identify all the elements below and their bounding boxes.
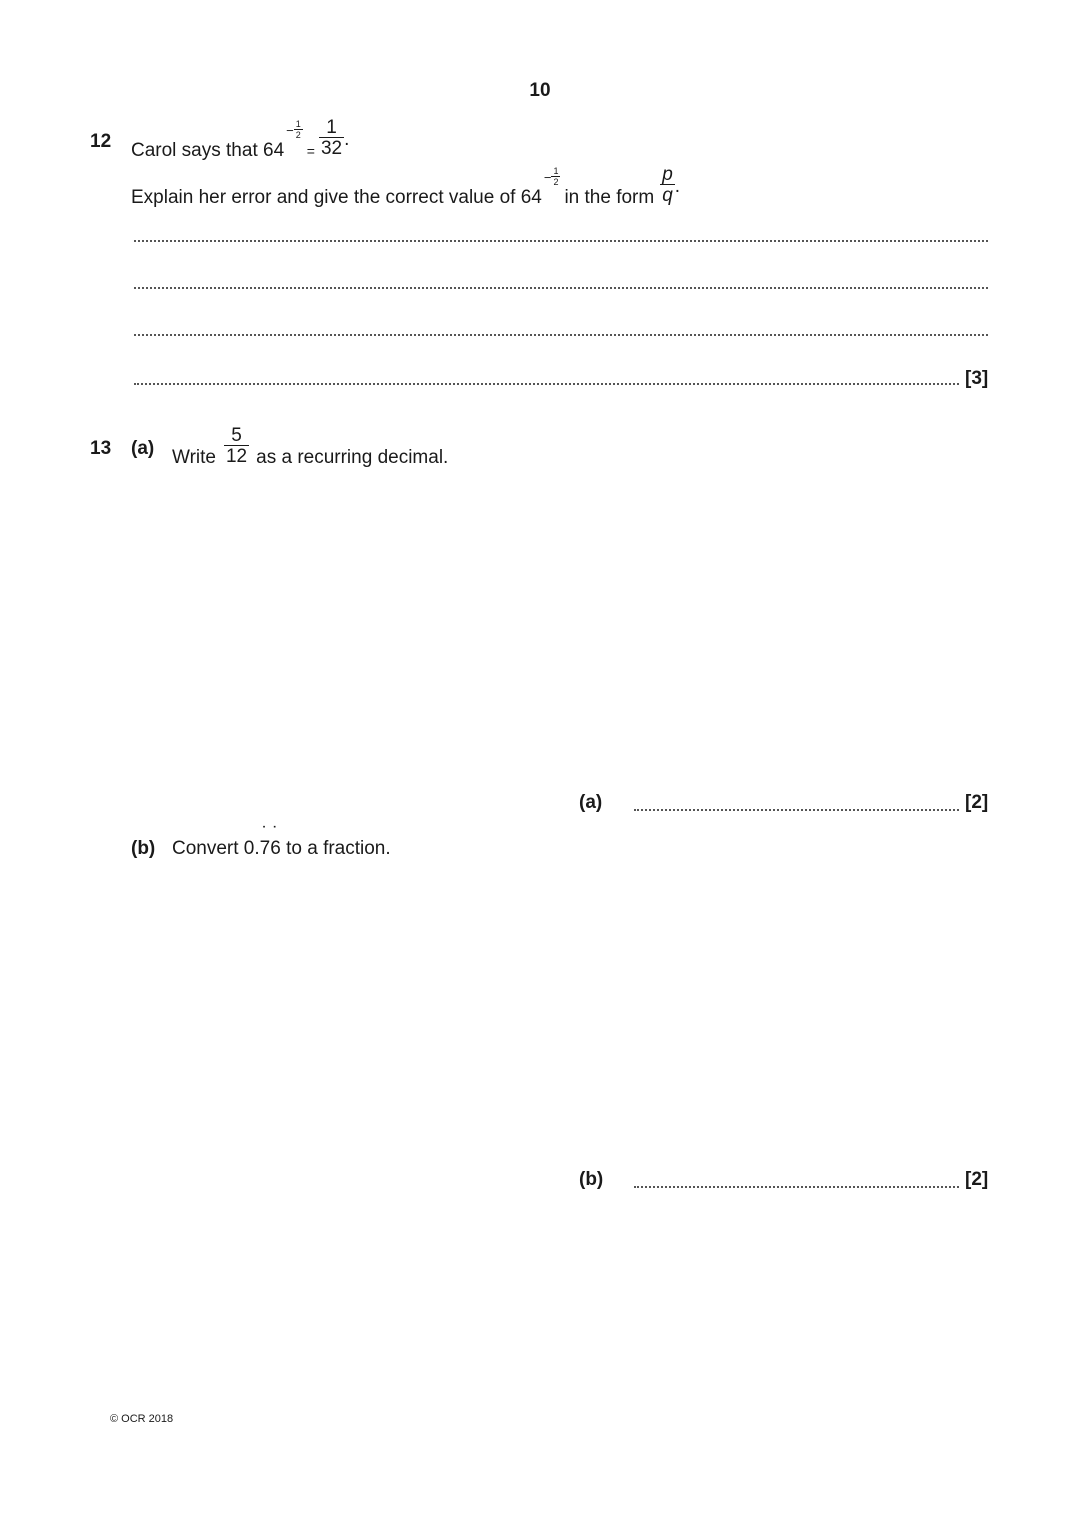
answer-line-2[interactable] <box>134 287 988 289</box>
answer-line-3[interactable] <box>134 334 988 336</box>
question-13-number: 13 <box>90 438 112 459</box>
recurring-digit-6: ˙ 6 <box>270 838 281 860</box>
q13a-answer-line[interactable] <box>634 809 959 811</box>
q12-form-fraction: $\frac{p}{q}$ <box>662 164 673 206</box>
answer-line-4[interactable] <box>134 383 959 385</box>
q13a-marks: [2] <box>965 792 989 813</box>
question-12-line1: Carol says that 64− $\frac{1}{2}$ $_=$ $\frac{1}{32}$ . <box>131 117 350 162</box>
q13a-fraction: $\frac{5}{12}$ <box>225 425 248 467</box>
answer-line-1[interactable] <box>134 240 988 242</box>
q12-exponent: − $\frac{1}{2}$ <box>286 119 301 140</box>
q13b-text: Convert 0.˙ 7˙ 6 to a fraction. <box>172 838 391 860</box>
q12-line2-after: in the form <box>564 187 655 209</box>
q13b-answer-line[interactable] <box>634 1186 959 1188</box>
q12-marks: [3] <box>965 368 989 389</box>
q13a-label: (a) <box>131 438 155 459</box>
copyright-footer: © OCR 2018 <box>110 1413 174 1425</box>
q12-equals: = <box>306 143 315 160</box>
q13a-answer-label: (a) <box>579 792 603 813</box>
q12-claim-fraction: $\frac{1}{32}$ <box>320 117 343 159</box>
q13b-label: (b) <box>131 838 156 859</box>
q12-exponent-fraction: $\frac{1}{2}$ <box>295 119 301 140</box>
question-12-number: 12 <box>90 131 112 152</box>
q12-exponent-2: − $\frac{1}{2}$ <box>543 166 559 187</box>
q12-line1-text: Carol says that 64 <box>131 140 285 162</box>
q13b-marks: [2] <box>965 1169 989 1190</box>
page-number: 10 <box>529 80 551 101</box>
q13b-answer-label: (b) <box>579 1169 604 1190</box>
recurring-digit-7: ˙ 7 <box>260 838 271 860</box>
q13a-text: Write $\frac{5}{12}$ as a recurring decimal. <box>172 425 449 469</box>
question-12-line2: Explain her error and give the correct value of 64− $\frac{1}{2}$ in the form $\frac{p}{q}$ . <box>131 164 681 209</box>
q12-line2-text: Explain her error and give the correct value of 64 <box>131 187 542 209</box>
